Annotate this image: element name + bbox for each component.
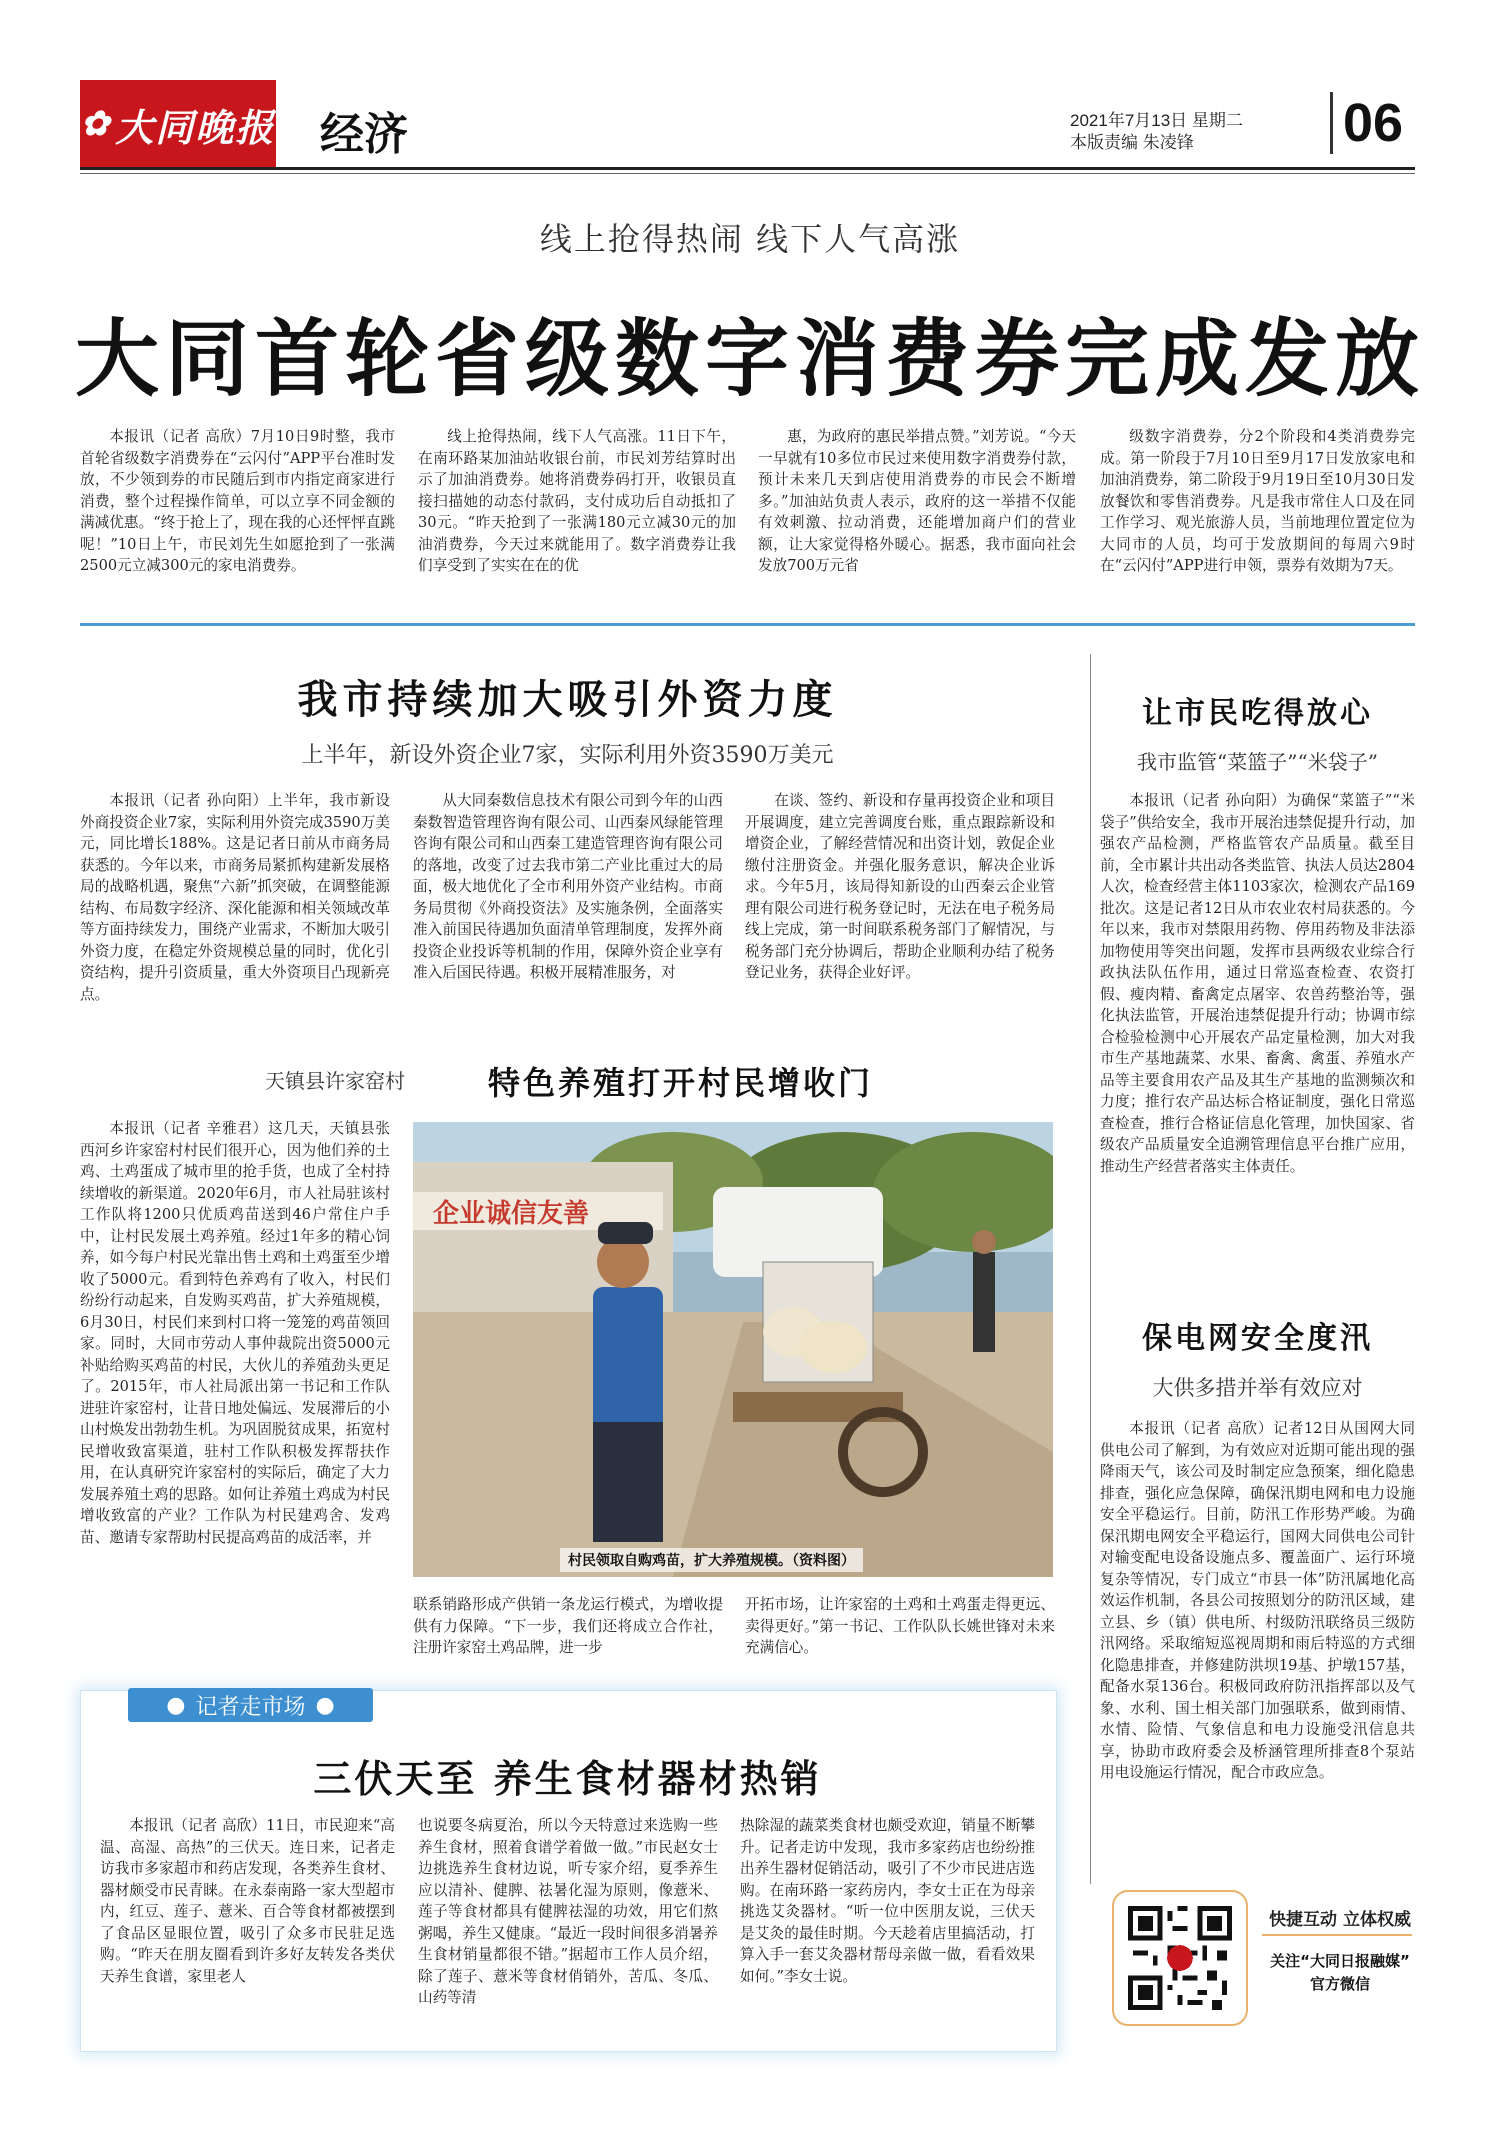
foreign-col-3 bbox=[745, 790, 1055, 984]
market-col-3-text: 热除湿的蔬菜类食材也颇受欢迎，销量不断攀升。记者走访中发现，我市多家药店也纷纷推出养生器材促销活动，吸引了不少市民进店选购。在南环路一家药房内，李女士正在为母亲挑选艾灸器材。“听一位中医朋友说，三伏天是艾灸的最佳时期。今天趁着店里搞活动，打算入手一套艾灸器材帮母亲做一做，看看效果如何。”李女士说。 bbox=[740, 1817, 1035, 1985]
page-editor: 本版责编 朱凌锋 bbox=[1070, 133, 1194, 152]
village-photo-illustration bbox=[413, 1122, 1053, 1577]
qr-icon bbox=[1128, 1906, 1232, 2010]
market-headline: 三伏天至 养生食材器材热销 bbox=[313, 1757, 822, 1801]
food-headline: 让市民吃得放心 bbox=[1142, 696, 1373, 731]
column-divider bbox=[1090, 654, 1091, 1884]
promo-tagline: 快捷互动 立体权威 bbox=[1269, 1910, 1411, 1930]
village-photo bbox=[413, 1122, 1053, 1577]
flame-icon: ✿ bbox=[80, 104, 112, 144]
market-col-3 bbox=[740, 1815, 1035, 1987]
grid-headline: 保电网安全度汛 bbox=[1142, 1321, 1373, 1356]
lead-kicker: 线上抢得热闹 线下人气高涨 bbox=[539, 220, 961, 258]
market-col-1-text: 本报讯（记者 高欣）11日，市民迎来“高温、高湿、高热”的三伏天。连日来，记者走访我市多家超市和药店发现，各类养生食材、器材颇受市民青睐。在永泰南路一家大型超市内，红豆、莲子、薏米、百合等食材都被摆到了食品区显眼位置，吸引了众多市民驻足选购。“昨天在朋友圈看到许多好友转发各类伏天养生食谱，家里老人 bbox=[100, 1817, 395, 1985]
foreign-col-1 bbox=[80, 790, 390, 1005]
lead-col-1-text: 本报讯（记者 高欣）7月10日9时整，我市首轮省级数字消费券在“云闪付”APP平台准时发放，不少领到券的市民随后到市内指定商家进行消费，整个过程操作简单，可以立享不同金额的满减优惠。“终于抢上了，现在我的心还怦怦直跳呢！”10日上午，市民刘先生如愿抢到了一张满2500元立减300元的家电消费券。 bbox=[80, 428, 395, 574]
issue-info bbox=[1070, 110, 1243, 154]
lead-col-3 bbox=[758, 426, 1076, 577]
village-col-1 bbox=[80, 1118, 390, 1548]
food-body-text: 本报讯（记者 孙向阳）为确保“菜篮子”“米袋子”供给安全，我市开展治违禁促提升行动，加强农产品检测，严格监管农产品质量。截至目前，全市累计共出动各类监管、执法人员达2804人次，检查经营主体1103家次，检测农产品169批次。这是记者12日从市农业农村局获悉的。今年以来，我市对禁限用药物、停用药物及非法添加物使用等突出问题，发挥市县两级农业综合行政执法队伍作用，通过日常巡查检查、农资打假、瘦肉精、畜禽定点屠宰、农兽药整治等，强化执法监管，开展治违禁促提升行动；协调市综合检验检测中心开展农产品定量检测，加大对我市生产基地蔬菜、水果、畜禽、禽蛋、养殖水产品等主要食用农产品及其生产基地的监测频次和力度；推行农产品达标合格证制度，强化日常巡查检查，推行合格证信息化管理，加快国家、省级农产品质量安全追溯管理信息平台推广应用，推动生产经营者落实主体责任。 bbox=[1100, 792, 1415, 1175]
village-headline: 特色养殖打开村民增收门 bbox=[488, 1064, 874, 1102]
foreign-col-2-text: 从大同秦数信息技术有限公司到今年的山西秦数智造管理咨询有限公司、山西秦风绿能管理咨询有限公司和山西秦工建造管理咨询有限公司的落地，改变了过去我市第二产业比重过大的局面，极大地优化了全市利用外资产业结构。市商务局贯彻《外商投资法》及实施条例，全面落实准入前国民待遇加负面清单管理制度，发挥外商投资企业投诉等机制的作用，保障外资企业享有准入后国民待遇。积极开展精准服务，对 bbox=[413, 792, 723, 981]
village-location: 天镇县许家窑村 bbox=[265, 1069, 405, 1093]
header-rule-thin bbox=[80, 173, 1415, 174]
tag-dot-icon: ● bbox=[166, 1692, 186, 1718]
lead-col-3-text: 惠，为政府的惠民举措点赞。”刘芳说。“今天一早就有10多位市民过来使用数字消费券付款，预计未来几天到店使用消费券的市民会不断增多。”加油站负责人表示，政府的这一举措不仅能有效刺激、拉动消费，还能增加商户们的营业额，让大家觉得格外暖心。据悉，我市面向社会发放700万元省 bbox=[758, 428, 1076, 574]
header-divider bbox=[1330, 92, 1333, 154]
promo-follow-line: 关注“大同日报融媒” bbox=[1270, 1952, 1410, 1970]
village-col-3-text: 开拓市场，让许家窑的土鸡和土鸡蛋走得更远、卖得更好。”第一书记、工作队队长姚世锋对未来充满信心。 bbox=[745, 1596, 1055, 1656]
page-number: 06 bbox=[1343, 93, 1404, 153]
village-col-3 bbox=[745, 1594, 1055, 1659]
lead-col-2-text: 线上抢得热闹，线下人气高涨。11日下午，在南环路某加油站收银台前，市民刘芳结算时出示了加油消费券。她将消费券码打开，收银员直接扫描她的动态付款码，支付成功后自动抵扣了30元。“昨天抢到了一张满180元立减30元的加油消费券，今天过来就能用了。数字消费券让我们享受到了实实在在的优 bbox=[418, 428, 736, 574]
village-col-2 bbox=[413, 1594, 723, 1659]
market-col-1 bbox=[100, 1815, 395, 1987]
newspaper-logo bbox=[80, 80, 276, 168]
section-title: 经济 bbox=[320, 109, 408, 160]
logo-text: 大同晚报 bbox=[115, 104, 276, 150]
village-col-1-text: 本报讯（记者 辛雅君）这几天，天镇县张西河乡许家窑村村民们很开心，因为他们养的土鸡、土鸡蛋成了城市里的抢手货，也成了全村持续增收的新渠道。2020年6月，市人社局驻该村工作队将1200只优质鸡苗送到46户常住户手中，让村民发展土鸡养殖。经过1年多的精心饲养，如今每户村民光靠出售土鸡和土鸡蛋至少增收了5000元。看到特色养鸡有了收入，村民们纷纷行动起来，自发购买鸡苗，扩大养殖规模，6月30日，村民们来到村口将一笼笼的鸡苗领回家。同时，大同市劳动人事仲裁院出资5000元补贴给购买鸡苗的村民，大伙儿的养殖劲头更足了。2015年，市人社局派出第一书记和工作队进驻许家窑村，让昔日地处偏远、发展滞后的小山村焕发出勃勃生机。为巩固脱贫成果，拓宽村民增收致富渠道，驻村工作队积极发挥帮扶作用，在认真研究许家窑村的实际后，确定了大力发展养殖土鸡的思路。如何让养殖土鸡成为村民增收致富的产业？工作队为村民建鸡舍、发鸡苗、邀请专家帮助村民提高鸡苗的成活率，并 bbox=[80, 1120, 390, 1546]
photo-wall-slogan: 企业诚信友善 bbox=[433, 1199, 590, 1229]
lead-headline: 大同首轮省级数字消费券完成发放 bbox=[74, 310, 1425, 408]
wechat-qr-code[interactable] bbox=[1112, 1890, 1248, 2026]
lead-col-2 bbox=[418, 426, 736, 577]
lead-col-1 bbox=[80, 426, 395, 577]
food-body bbox=[1100, 790, 1415, 1177]
grid-subtitle: 大供多措并举有效应对 bbox=[1152, 1376, 1363, 1400]
market-tag bbox=[128, 1688, 373, 1722]
tag-dot-icon: ● bbox=[315, 1692, 335, 1718]
foreign-col-3-text: 在谈、签约、新设和存量再投资企业和项目开展调度，建立完善调度台账，重点跟踪新设和增资企业，了解经营情况和出资计划，敦促企业缴付注册资金。并强化服务意识，解决企业诉求。今年5月，该局得知新设的山西秦云企业管理有限公司进行税务登记时，无法在电子税务局线上完成，第一时间联系税务部门了解情况，与税务部门充分协调后，帮助企业顺利办结了税务登记业务，获得企业好评。 bbox=[745, 792, 1055, 981]
promo-follow-line2: 官方微信 bbox=[1309, 1975, 1370, 1993]
grid-body bbox=[1100, 1418, 1415, 1784]
village-col-2-text: 联系销路形成产供销一条龙运行模式，为增收提供有力保障。“下一步，我们还将成立合作社，注册许家窑土鸡品牌，进一步 bbox=[413, 1596, 723, 1656]
grid-body-text: 本报讯（记者 高欣）记者12日从国网大同供电公司了解到，为有效应对近期可能出现的强降雨天气，该公司及时制定应急预案，细化隐患排查，强化应急保障，确保汛期电网和电力设施安全平稳运行。目前，防汛工作形势严峻。为确保汛期电网安全平稳运行，国网大同供电公司针对输变配电设备设施点多、覆盖面广、运行环境复杂等情况，专门成立“市县一体”防汛属地化高效运作机制，各县公司按照划分的防汛区域，建立县、乡（镇）供电所、村级防汛联络员三级防汛网络。采取缩短巡视周期和雨后特巡的方式细化隐患排查，并修建防洪坝19基、护墩157基，配备水泵136台。积极同政府防汛指挥部以及气象、水利、国土相关部门加强联系，做到雨情、水情、险情、气象信息和电力设施受汛信息共享，协助市政府委会及桥涵管理所排查8个泵站用电设施运行情况，配合市政应急。 bbox=[1100, 1420, 1415, 1781]
lead-col-4-text: 级数字消费券，分2个阶段和4类消费券完成。第一阶段于7月10日至9月17日发放家电和加油消费券，第二阶段于9月19日至10月30日发放餐饮和零售消费券。凡是我市常住人口及在同工作学习、观光旅游人员，当前地理位置定位为大同市的人员，均可于发放期间的每周六9时在“云闪付”APP进行申领，票券有效期为7天。 bbox=[1100, 428, 1415, 574]
foreign-subtitle: 上半年，新设外资企业7家，实际利用外资3590万美元 bbox=[301, 743, 834, 768]
market-col-2-text: 也说要冬病夏治，所以今天特意过来选购一些养生食材，照着食谱学着做一做。”市民赵女士边挑选养生食材边说，听专家介绍，夏季养生应以清补、健脾、祛暑化湿为原则，像薏米、莲子等食材都具有健脾祛湿的功效，用它们熬粥喝，养生又健康。“最近一段时间很多消暑养生食材销量都很不错。”据超市工作人员介绍，除了莲子、薏米等食材俏销外，苦瓜、冬瓜、山药等清 bbox=[418, 1817, 718, 2006]
promo-divider bbox=[1262, 1934, 1412, 1936]
market-tag-label: 记者走市场 bbox=[195, 1694, 306, 1720]
foreign-col-1-text: 本报讯（记者 孙向阳）上半年，我市新设外商投资企业7家，实际利用外资完成3590万美元，同比增长188%。这是记者日前从市商务局获悉的。今年以来，市商务局紧抓构建新发展格局的战略机遇，聚焦“六新”抓突破，在调整能源结构、布局数字经济、深化能源和相关领域改革等方面持续发力，围绕产业需求，不断加大吸引外资力度，在稳定外资规模总量的同时，优化引资结构，提升引资质量，重大外资项目凸现新亮点。 bbox=[80, 792, 390, 1003]
food-subtitle: 我市监管“菜篮子”“米袋子” bbox=[1137, 750, 1378, 774]
photo-caption: 村民领取自购鸡苗，扩大养殖规模。（资料图） bbox=[560, 1548, 863, 1572]
foreign-headline: 我市持续加大吸引外资力度 bbox=[297, 677, 838, 723]
section-divider bbox=[80, 623, 1415, 626]
foreign-col-2 bbox=[413, 790, 723, 984]
promo-follow bbox=[1240, 1950, 1440, 1996]
header-rule bbox=[80, 167, 1415, 170]
market-col-2 bbox=[418, 1815, 718, 2009]
lead-col-4 bbox=[1100, 426, 1415, 577]
issue-date: 2021年7月13日 星期二 bbox=[1070, 111, 1243, 130]
